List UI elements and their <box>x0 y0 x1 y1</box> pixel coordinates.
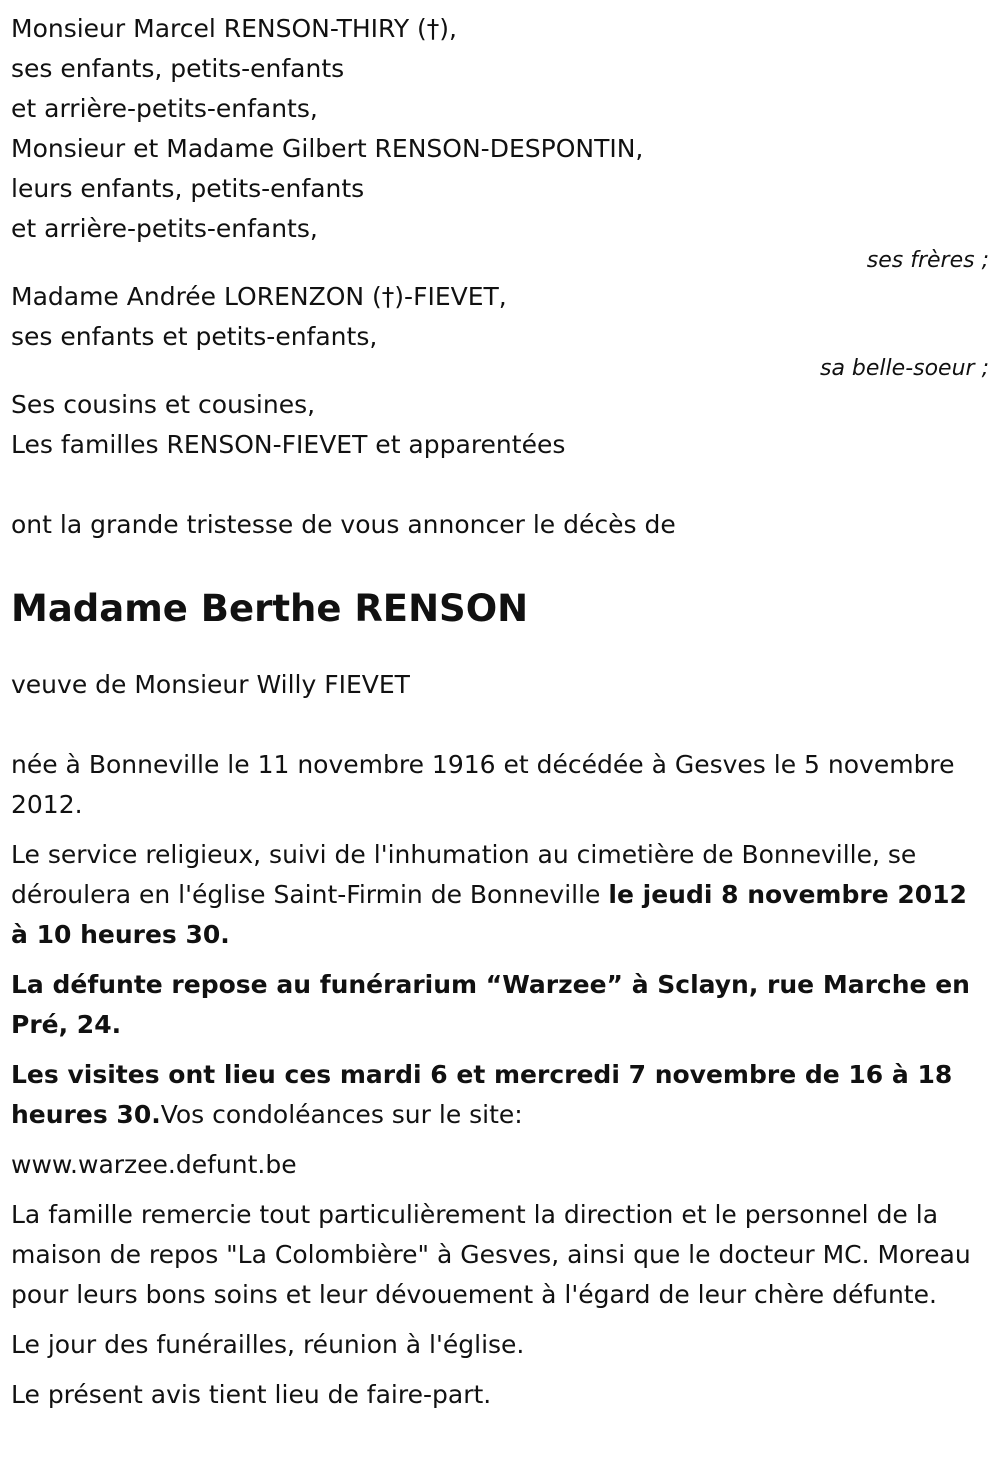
repose-paragraph <box>11 965 989 1045</box>
announcement-text: ont la grande tristesse de vous annoncer le décès de <box>11 510 676 539</box>
family-line: Ses cousins et cousines, <box>11 390 316 419</box>
family-group-cousins <box>11 385 989 465</box>
family-line: leurs enfants, petits-enfants <box>11 174 365 203</box>
family-line: ses enfants et petits-enfants, <box>11 322 378 351</box>
family-line: Madame Andrée LORENZON (†)-FIEVET, <box>11 282 507 311</box>
family-group-brothers <box>11 9 989 273</box>
website-link[interactable]: www.warzee.defunt.be <box>11 1150 297 1179</box>
thanks-paragraph: La famille remercie tout particulièrement la direction et le personnel de la maison de repos "La Colombière" à Gesves, ainsi que le docteur MC. Moreau pour leurs bons soins et leur dévouement à l'égard de leur chère défunte. <box>11 1200 971 1309</box>
family-role-brothers: ses frères ; <box>866 248 989 273</box>
service-text: Le service religieux, suivi de l'inhumation au cimetière de Bonneville, se déroulera en l'église Saint-Firmin de Bonneville <box>11 840 917 909</box>
condolences-text: Vos condoléances sur le site: <box>160 1100 523 1129</box>
widow-of-text: veuve de Monsieur Willy FIEVET <box>11 670 410 699</box>
family-role-sister-in-law: sa belle-soeur ; <box>820 356 989 381</box>
repose-text: La défunte repose au funérarium “Warzee” à Sclayn, rue Marche en Pré, 24. <box>11 970 970 1039</box>
family-line: et arrière-petits-enfants, <box>11 214 318 243</box>
deceased-name: Madame Berthe RENSON <box>11 587 529 630</box>
family-line: Monsieur et Madame Gilbert RENSON-DESPONTIN, <box>11 134 644 163</box>
service-paragraph <box>11 835 989 955</box>
service-date: le jeudi 8 novembre 2012 à 10 heures 30. <box>11 880 967 949</box>
family-line: Les familles RENSON-FIEVET et apparentées <box>11 430 566 459</box>
family-line: et arrière-petits-enfants, <box>11 94 318 123</box>
visits-paragraph <box>11 1055 989 1135</box>
family-group-sister-in-law <box>11 277 989 381</box>
family-line: ses enfants, petits-enfants <box>11 54 345 83</box>
notice-text: Le présent avis tient lieu de faire-part. <box>11 1380 492 1409</box>
family-line: Monsieur Marcel RENSON-THIRY (†), <box>11 14 457 43</box>
meeting-text: Le jour des funérailles, réunion à l'église. <box>11 1330 525 1359</box>
birth-death-text: née à Bonneville le 11 novembre 1916 et décédée à Gesves le 5 novembre 2012. <box>11 750 955 819</box>
visits-text: Les visites ont lieu ces mardi 6 et mercredi 7 novembre de 16 à 18 heures 30. <box>11 1060 953 1129</box>
